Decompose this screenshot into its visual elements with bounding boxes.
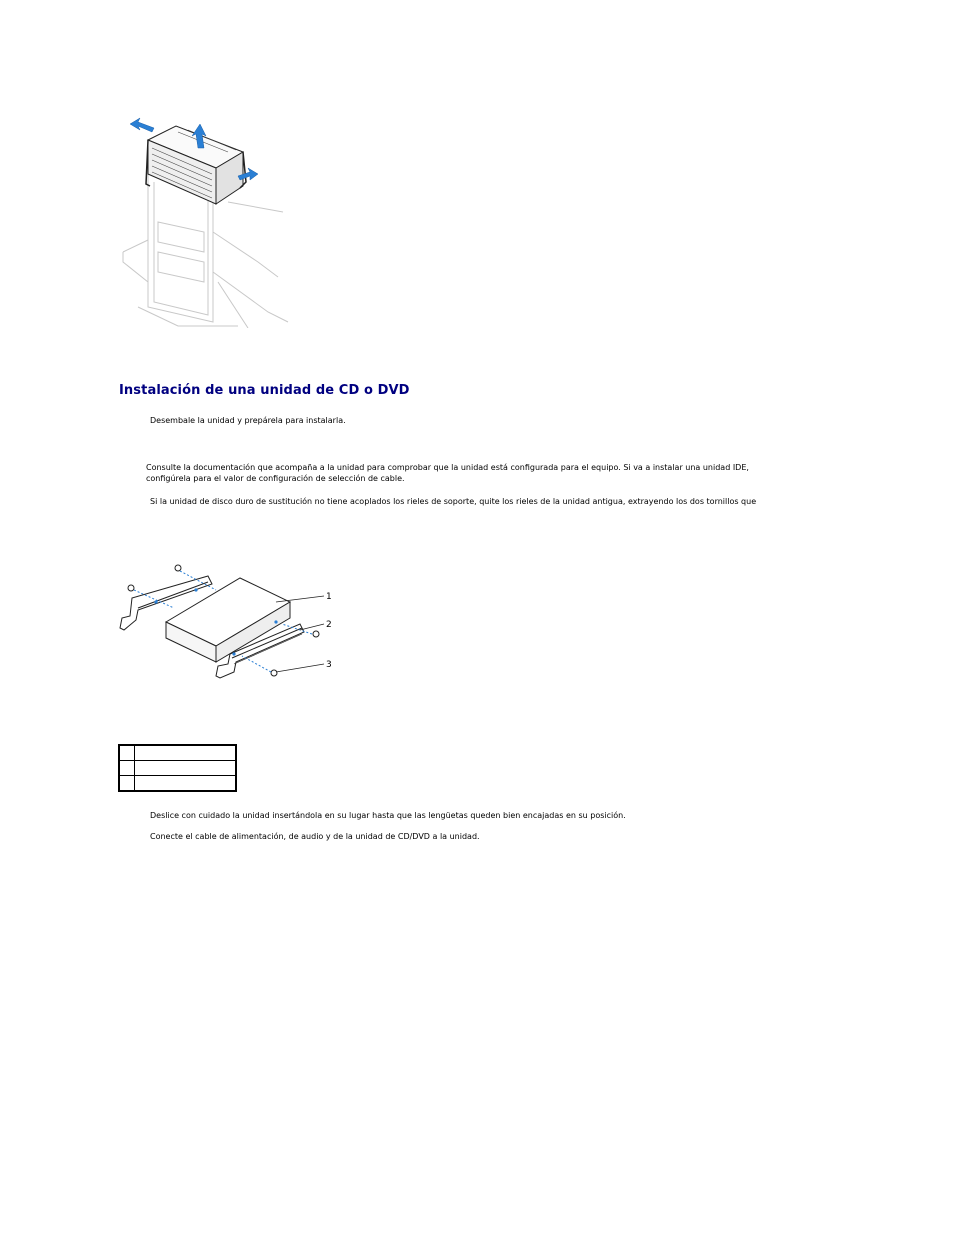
legend-text-cell (135, 761, 237, 776)
step-slide-drive: Deslice con cuidado la unidad insertándola en su lugar hasta que las lengüetas queden bien encajadas en su posición. (150, 811, 626, 820)
step-check-config-line2: configúrela para el valor de configuración de selección de cable. (146, 474, 405, 483)
callout-1: 1 (326, 592, 332, 602)
step-check-config (146, 462, 749, 484)
table-row (119, 745, 236, 761)
drive-rails-illustration (116, 558, 338, 680)
step-check-config-line1: Consulte la documentación que acompaña a la unidad para comprobar que la unidad está configurada para el equipo. Si va a instalar una unidad IDE, (146, 463, 749, 472)
legend-number-cell (119, 761, 135, 776)
section-title: Instalación de una unidad de CD o DVD (119, 383, 410, 398)
drive-removal-illustration (118, 112, 290, 328)
legend-text-cell (135, 776, 237, 792)
callout-3: 3 (326, 660, 332, 670)
step-connect-cables: Conecte el cable de alimentación, de audio y de la unidad de CD/DVD a la unidad. (150, 832, 480, 841)
step-attach-rails: Si la unidad de disco duro de sustitución no tiene acoplados los rieles de soporte, quite los rieles de la unidad antigua, extrayendo los dos tornillos que (150, 497, 757, 506)
step-unpack: Desembale la unidad y prepárela para instalarla. (150, 416, 346, 425)
legend-text-cell (135, 745, 237, 761)
callout-legend-table (118, 744, 237, 792)
table-row (119, 761, 236, 776)
callout-2: 2 (326, 620, 332, 630)
legend-number-cell (119, 745, 135, 761)
table-row (119, 776, 236, 792)
legend-number-cell (119, 776, 135, 792)
